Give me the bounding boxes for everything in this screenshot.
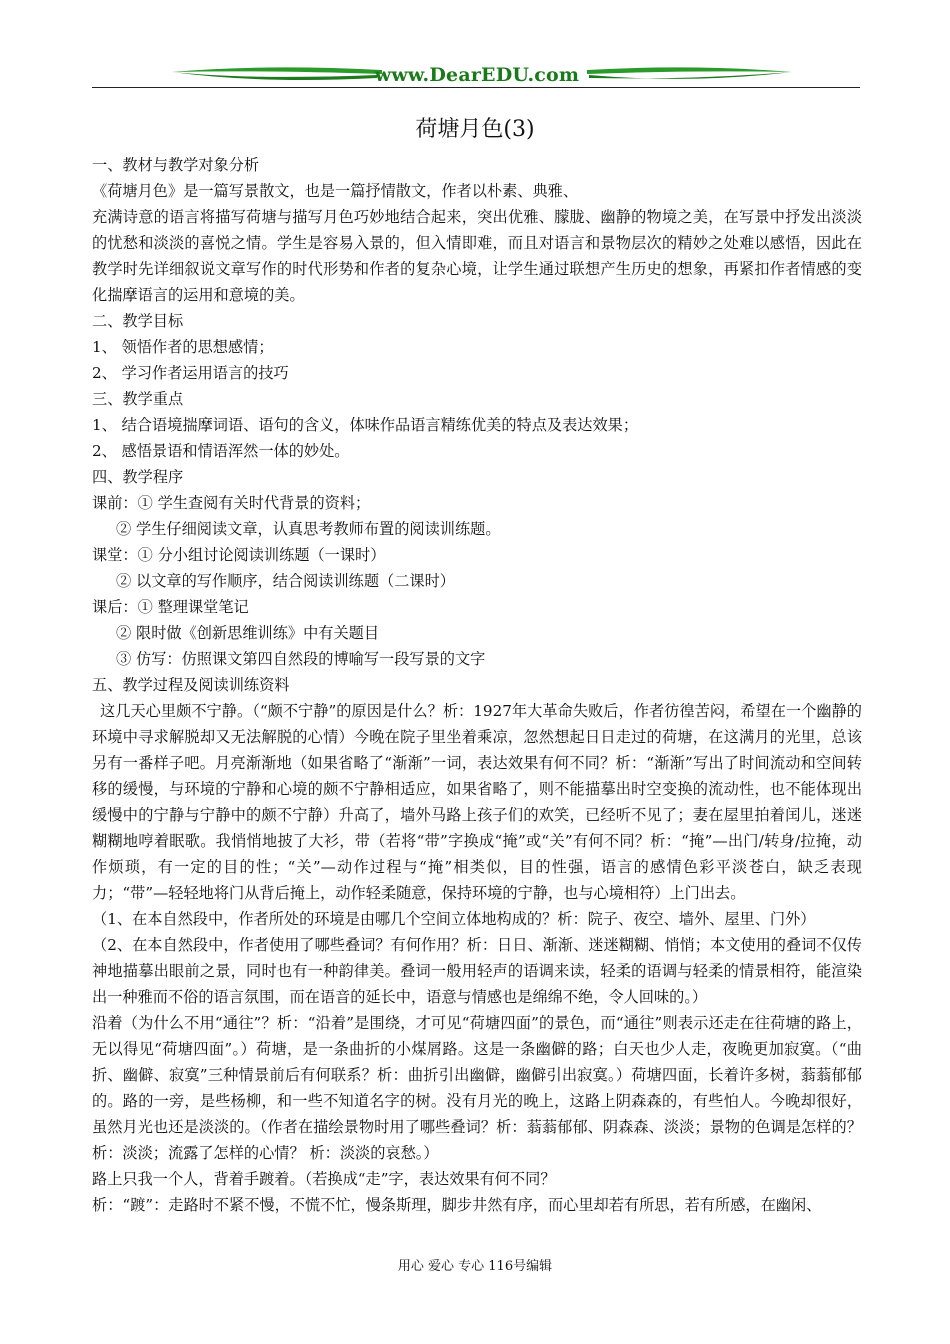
list-item: ② 以文章的写作顺序，结合阅读训练题（二课时） [116,572,455,590]
list-item: 课后：① 整理课堂笔记 [92,598,249,616]
header-divider [92,87,860,88]
site-name[interactable]: www.DearEDU.com [374,64,580,86]
list-item: 课堂：① 分小组讨论阅读训练题（一课时） [92,546,386,564]
section-heading: 四、教学程序 [92,468,184,486]
section-heading: 三、教学重点 [92,390,184,408]
list-item: 2、 学习作者运用语言的技巧 [92,364,289,382]
paragraph: 《荷塘月色》是一篇写景散文，也是一篇抒情散文，作者以朴素、典雅、 [92,182,578,200]
paragraph: 这几天心里颇不宁静。（“颇不宁静”的原因是什么？析：1927年大革命失败后，作者彷徨苦闷，希望在一个幽静的环境中寻求解脱却又无法解脱的心情）今晚在院子里坐着乘凉，忽然想起日日走过的荷塘，在这满月的光里，总该另有一番样子吧。月亮渐渐地（如果省略了“渐渐”一词，表达效果有何不同？析：“渐渐”写出了时间流动和空间转移的缓慢，与环境的宁静和心境的颇不宁静相适应，如果省略了，则不能描摹出时空变换的流动性，也不能体现出缓慢中的宁静与宁静中的颇不宁静）升高了，墙外马路上孩子们的欢笑，已经听不见了；妻在屋里拍着闰儿，迷迷糊糊地哼着眠歌。我悄悄地披了大衫，带（若将“带”字换成“掩”或“关”有何不同？析：“掩”—出门/转身/拉掩，动作烦琐，有一定的目的性；“关”—动作过程与“掩”相类似，目的性强，语言的感情色彩平淡苍白，缺乏表现力；“带”—轻轻地将门从背后掩上，动作轻柔随意，保持环境的宁静，也与心境相符）上门出去。 [92,702,862,902]
paragraph: 路上只我一个人，背着手踱着。（若换成“走”字，表达效果有何不同？ [92,1170,556,1188]
paragraph: 沿着（为什么不用“通往”？析：“沿着”是围绕，才可见“荷塘四面”的景色，而“通往”则表示还走在往荷塘的路上，无以得见“荷塘四面”。）荷塘，是一条曲折的小煤屑路。这是一条幽僻的路；白天也少人走，夜晚更加寂寞。（“曲折、幽僻、寂寞”三种情景前后有何联系？析：曲折引出幽僻，幽僻引出寂寞。）荷塘四面，长着许多树，蓊蓊郁郁的。路的一旁，是些杨柳，和一些不知道名字的树。没有月光的晚上，这路上阴森森的，有些怕人。今晚却很好，虽然月光也还是淡淡的。（作者在描绘景物时用了哪些叠词？析：蓊蓊郁郁、阴森森、淡淡；景物的色调是怎样的？析：淡淡；流露了怎样的心情？ 析：淡淡的哀愁。） [92,1014,862,1162]
paragraph: （1、在本自然段中，作者所处的环境是由哪几个空间立体地构成的？析：院子、夜空、墙外、屋里、门外） [92,910,816,928]
page-title: 荷塘月色(3) [415,117,535,142]
list-item: 1、 领悟作者的思想感情； [92,338,274,356]
section-heading: 五、教学过程及阅读训练资料 [92,676,290,694]
page-footer: 用心 爱心 专心 116号编辑 [397,1259,553,1274]
site-header [92,58,862,98]
document-body [92,152,862,1218]
section-heading: 二、教学目标 [92,312,184,330]
list-item: ② 限时做《创新思维训练》中有关题目 [116,624,380,642]
paragraph: 析：“踱”：走路时不紧不慢，不慌不忙，慢条斯理，脚步井然有序，而心里却若有所思，若有所感，在幽闲、 [92,1196,822,1214]
list-item: 1、 结合语境揣摩词语、语句的含义，体味作品语言精练优美的特点及表达效果； [92,416,639,434]
list-item: ② 学生仔细阅读文章，认真思考教师布置的阅读训练题。 [116,520,501,538]
paragraph: （2、在本自然段中，作者使用了哪些叠词？有何作用？析：日日、渐渐、迷迷糊糊、悄悄；本文使用的叠词不仅传神地描摹出眼前之景，同时也有一种韵律美。叠词一般用轻声的语调来读，轻柔的语调与轻柔的情景相符，能渲染出一种雅而不俗的语言氛围，而在语音的延长中，语意与情感也是绵绵不绝，令人回味的。） [92,936,862,1006]
list-item: 课前：① 学生查阅有关时代背景的资料； [92,494,371,512]
section-heading: 一、教材与教学对象分析 [92,156,260,174]
list-item: ③ 仿写：仿照课文第四自然段的博喻写一段写景的文字 [116,650,486,668]
paragraph: 充满诗意的语言将描写荷塘与描写月色巧妙地结合起来，突出优雅、朦胧、幽静的物境之美，在写景中抒发出淡淡的忧愁和淡淡的喜悦之情。学生是容易入景的，但入情即难，而且对语言和景物层次的精妙之处难以感悟，因此在教学时先详细叙说文章写作的时代形势和作者的复杂心境，让学生通过联想产生历史的想象，再紧扣作者情感的变化揣摩语言的运用和意境的美。 [92,208,862,304]
list-item: 2、 感悟景语和情语浑然一体的妙处。 [92,442,350,460]
